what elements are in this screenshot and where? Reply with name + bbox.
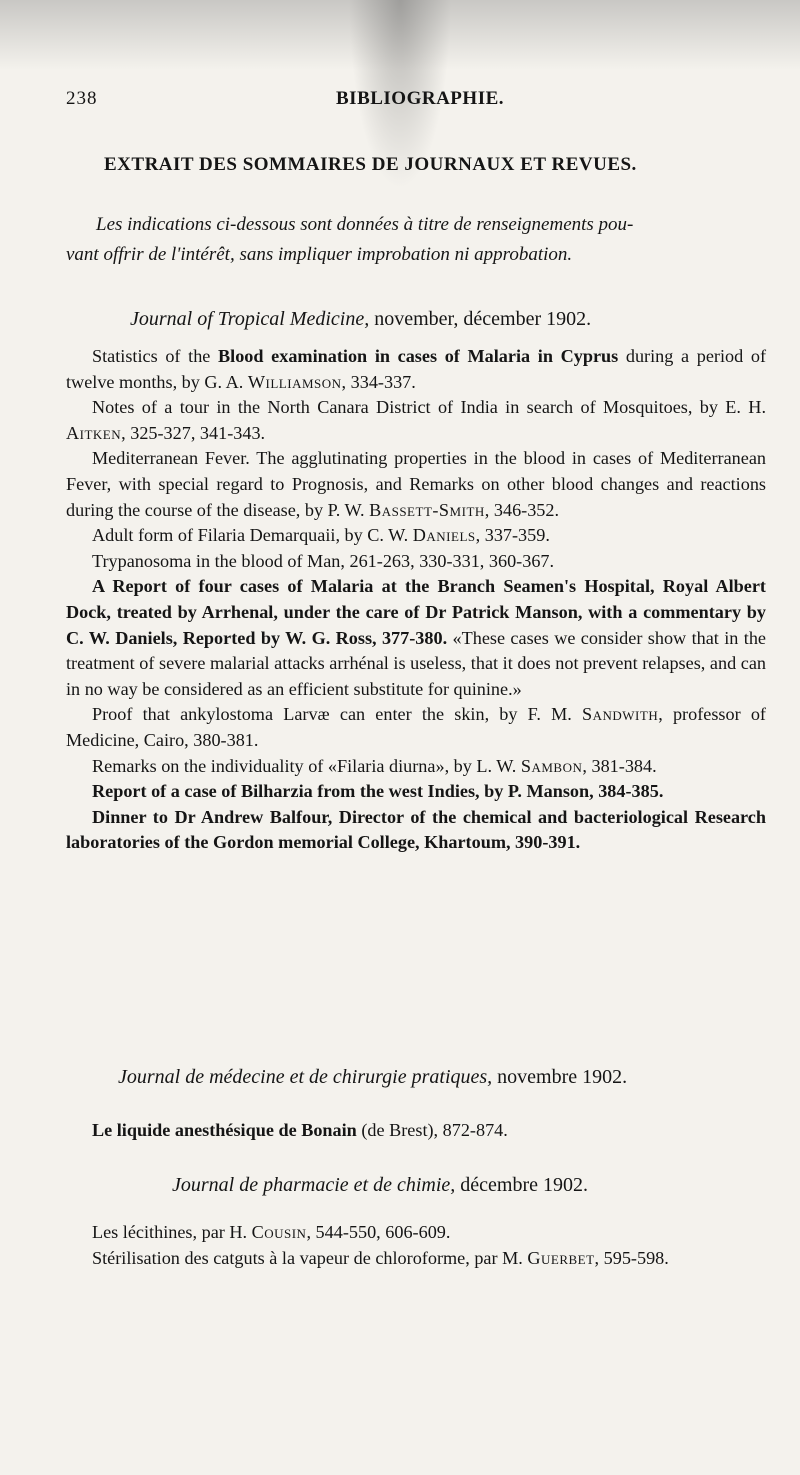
notice-paragraph (66, 210, 746, 270)
running-title: BIBLIOGRAPHIE. (336, 88, 505, 109)
journal-heading (172, 1174, 588, 1197)
entry-author: Cousin (251, 1222, 307, 1242)
entry-pages: , 325-327, 341-343. (121, 422, 266, 443)
entry-bold-text: Report of a case of Bilharzia from the west Indies, by P. Manson, 384-385. (92, 781, 664, 802)
entry-text: Stérilisation des catguts à la vapeur de chloroforme, par M. (92, 1247, 528, 1268)
entry-text: Remarks on the individuality of «Filaria diurna», by L. W. (92, 755, 521, 776)
entry-text: Mediterranean Fever. The agglutinating properties in the blood in cases of Mediterranean Fever, with special regard to Prognosis, and Remarks on other blood changes and reactions during the course of the disease, by P. W. (66, 448, 766, 520)
journal-issue: décembre 1902. (455, 1174, 588, 1196)
journal-issue: november, décember 1902. (369, 308, 592, 330)
entry-author: Williamson (247, 371, 342, 392)
page-header (66, 88, 706, 118)
scan-shadow (0, 0, 800, 70)
entry-author: Sambon (520, 755, 583, 776)
list-item (66, 574, 766, 702)
section-title: EXTRAIT DES SOMMAIRES DE JOURNAUX ET REVUES. (104, 154, 637, 175)
entry-author: Daniels (412, 525, 476, 546)
entry-pages: , 544-550, 606-609. (306, 1222, 451, 1242)
notice-line-2: vant offrir de l'intérêt, sans impliquer improbation ni approbation. (66, 244, 573, 265)
journal-name: Journal de pharmacie et de chimie, (172, 1174, 456, 1196)
entry-author: Sandwith (582, 704, 659, 725)
list-item (66, 754, 766, 780)
entry-author: Bassett-Smith (369, 499, 485, 520)
journal-heading (130, 308, 591, 331)
entry-pages: , 346-352. (484, 499, 560, 520)
notice-line-1: Les indications ci-dessous sont données à titre de renseignements pou- (96, 214, 634, 235)
entry-bold-text: Dinner to Dr Andrew Balfour, Director of the chemical and bacteriological Research laboratories of the Gordon memorial College, Khartoum, 390-391. (66, 806, 766, 853)
list-item (66, 344, 766, 395)
list-item (66, 1118, 766, 1144)
journal-entries (66, 1220, 766, 1271)
entry-pages: , 381-384. (582, 755, 657, 776)
list-item (66, 779, 766, 805)
entry-bold-text: A Report of four cases of Malaria at the Branch Seamen's Hospital, Royal Albert Dock, treated by Arrhenal, under the care of Dr Patrick Manson, with a commentary by C. W. Daniels, Reported by W. G. Ross, 377-380. (66, 576, 766, 648)
entry-pages: , professor of Medicine, Cairo, 380-381. (66, 704, 766, 750)
entry-text: Notes of a tour in the North Canara District of India in search of Mosquitoes, by E. H. (92, 397, 766, 418)
entry-text: Les lécithines, par H. (92, 1222, 252, 1242)
list-item (66, 395, 766, 446)
entry-text: Adult form of Filaria Demarquaii, by C. W. (92, 525, 413, 546)
list-item (66, 1220, 766, 1246)
entry-author: Aitken (66, 422, 122, 443)
journal-name: Journal of Tropical Medicine, (130, 308, 370, 330)
list-item (66, 523, 766, 549)
entry-quote: «These cases we consider show that in the treatment of severe malarial attacks arrhénal is useless, that it does not prevent relapses, and can in no way be considered as an efficient substitute for quinine.» (66, 627, 766, 699)
journal-issue: novembre 1902. (492, 1066, 628, 1088)
entry-bold-text: Le liquide anesthésique de Bonain (92, 1120, 357, 1140)
journal-heading (118, 1066, 627, 1089)
journal-entries (66, 1118, 766, 1144)
entry-text: (de Brest), 872-874. (356, 1120, 508, 1140)
list-item (66, 549, 766, 575)
page-number: 238 (66, 88, 98, 109)
entry-text: Statistics of the (92, 346, 219, 366)
entry-pages: , 595-598. (594, 1247, 669, 1268)
entry-text: during a period of twelve months, by G. A. (66, 346, 767, 392)
entry-text: Proof that ankylostoma Larvæ can enter the skin, by F. M. (92, 704, 582, 725)
entry-text: Trypanosoma in the blood of Man, 261-263, 330-331, 360-367. (92, 550, 555, 571)
entry-bold-text: Blood examination in cases of Malaria in Cyprus (218, 346, 619, 366)
entry-pages: , 334-337. (341, 371, 416, 392)
list-item (66, 702, 766, 753)
entry-pages: , 337-359. (475, 525, 550, 546)
journal-name: Journal de médecine et de chirurgie pratiques, (118, 1066, 493, 1088)
list-item (66, 805, 766, 856)
journal-entries (66, 344, 766, 856)
list-item (66, 1246, 766, 1272)
entry-author: Guerbet (527, 1247, 595, 1268)
list-item (66, 446, 766, 523)
